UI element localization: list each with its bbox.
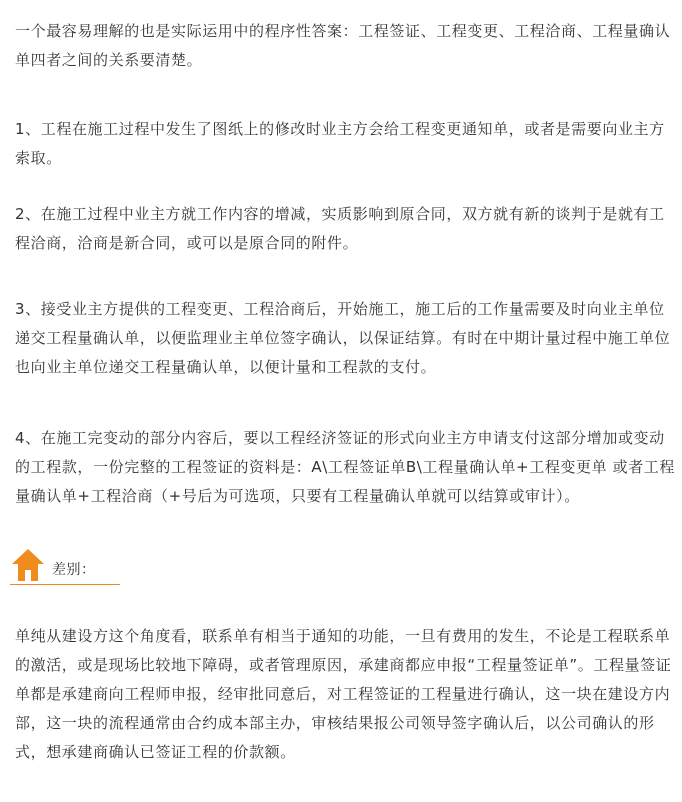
paragraph-intro: 一个最容易理解的也是实际运用中的程序性答案：工程签证、工程变更、工程洽商、工程量确认单四者之间的关系要清楚。	[15, 22, 671, 69]
paragraph-item-1: 1、工程在施工过程中发生了图纸上的修改时业主方会给工程变更通知单，或者是需要向业主方索取。	[15, 120, 665, 167]
section-label: 差别：	[52, 562, 96, 578]
section-underline	[10, 584, 120, 585]
paragraph-item-3: 3、接受业主方提供的工程变更、工程洽商后，开始施工，施工后的工作量需要及时向业主单位递交工程量确认单，以便监理业主单位签字确认，以保证结算。有时在中期计量过程中施工单位也向业主单位递交工程量确认单，以便计量和工程款的支付。	[15, 300, 671, 376]
paragraph-item-4: 4、在施工完变动的部分内容后，要以工程经济签证的形式向业主方申请支付这部分增加或变动的工程款，一份完整的工程签证的资料是：A\工程签证单B\工程量确认单+工程变更单 或者工程量确认单+工程洽商（+号后为可选项，只要有工程量确认单就可以结算或审计）。	[15, 429, 675, 505]
section-header-difference	[10, 547, 120, 587]
paragraph-difference: 单纯从建设方这个角度看，联系单有相当于通知的功能，一旦有费用的发生，不论是工程联系单的激活，或是现场比较地下障碍，或者管理原因，承建商都应申报“工程量签证单”。工程量签证单都是承建商向工程师申报，经审批同意后，对工程签证的工程量进行确认，这一块在建设方内部，这一块的流程通常由合约成本部主办，审核结果报公司领导签字确认后，以公司确认的形式，想承建商确认已签证工程的价款额。	[15, 627, 672, 761]
paragraph-item-2: 2、在施工过程中业主方就工作内容的增减，实质影响到原合同，双方就有新的谈判于是就有工程洽商，洽商是新合同，或可以是原合同的附件。	[15, 205, 665, 252]
home-icon	[10, 547, 46, 583]
